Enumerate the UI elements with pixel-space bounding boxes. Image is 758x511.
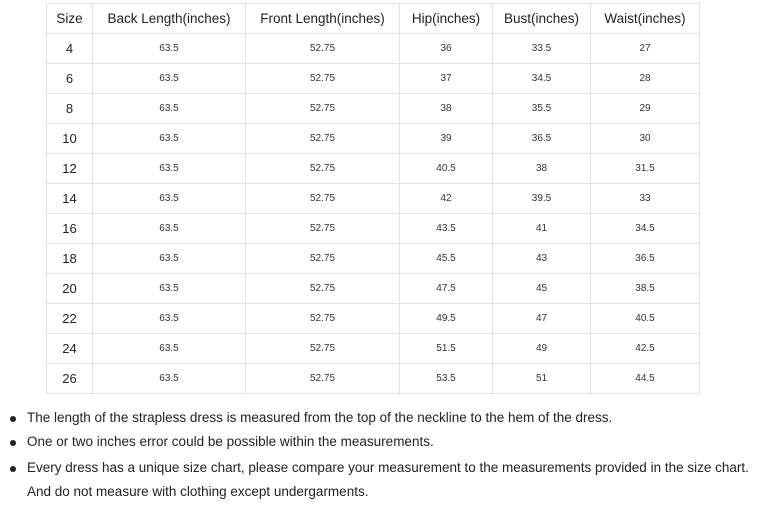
cell-back-length: 63.5 (93, 274, 246, 304)
note-item (10, 430, 755, 454)
cell-size: 16 (47, 214, 93, 244)
cell-back-length: 63.5 (93, 334, 246, 364)
cell-hip: 36 (400, 34, 493, 64)
table-row (47, 364, 700, 394)
cell-hip: 51.5 (400, 334, 493, 364)
table-row (47, 64, 700, 94)
cell-bust: 38 (493, 154, 591, 184)
table-row (47, 334, 700, 364)
cell-bust: 35.5 (493, 94, 591, 124)
cell-back-length: 63.5 (93, 184, 246, 214)
header-size: Size (47, 4, 93, 34)
cell-back-length: 63.5 (93, 34, 246, 64)
note-item (10, 406, 755, 430)
header-waist: Waist(inches) (591, 4, 700, 34)
table-row (47, 94, 700, 124)
cell-waist: 27 (591, 34, 700, 64)
bullet-icon (10, 416, 16, 422)
cell-hip: 47.5 (400, 274, 493, 304)
cell-size: 14 (47, 184, 93, 214)
cell-bust: 45 (493, 274, 591, 304)
cell-hip: 49.5 (400, 304, 493, 334)
cell-waist: 33 (591, 184, 700, 214)
cell-size: 18 (47, 244, 93, 274)
cell-hip: 38 (400, 94, 493, 124)
header-hip: Hip(inches) (400, 4, 493, 34)
cell-size: 12 (47, 154, 93, 184)
cell-waist: 38.5 (591, 274, 700, 304)
cell-back-length: 63.5 (93, 64, 246, 94)
cell-front-length: 52.75 (246, 94, 400, 124)
cell-size: 22 (47, 304, 93, 334)
cell-hip: 37 (400, 64, 493, 94)
table-row (47, 244, 700, 274)
cell-front-length: 52.75 (246, 214, 400, 244)
cell-waist: 30 (591, 124, 700, 154)
cell-bust: 41 (493, 214, 591, 244)
cell-bust: 34.5 (493, 64, 591, 94)
cell-front-length: 52.75 (246, 274, 400, 304)
cell-front-length: 52.75 (246, 334, 400, 364)
table-row (47, 214, 700, 244)
note-text: The length of the strapless dress is measured from the top of the neckline to the hem of the dress. (27, 410, 613, 425)
table-header-row (47, 4, 700, 34)
bullet-icon (10, 440, 16, 446)
cell-size: 20 (47, 274, 93, 304)
cell-bust: 33.5 (493, 34, 591, 64)
cell-bust: 36.5 (493, 124, 591, 154)
cell-waist: 36.5 (591, 244, 700, 274)
cell-bust: 49 (493, 334, 591, 364)
note-item (10, 456, 755, 504)
cell-waist: 31.5 (591, 154, 700, 184)
cell-size: 10 (47, 124, 93, 154)
cell-back-length: 63.5 (93, 364, 246, 394)
cell-back-length: 63.5 (93, 154, 246, 184)
cell-bust: 51 (493, 364, 591, 394)
cell-size: 6 (47, 64, 93, 94)
cell-size: 8 (47, 94, 93, 124)
cell-bust: 43 (493, 244, 591, 274)
cell-front-length: 52.75 (246, 34, 400, 64)
cell-front-length: 52.75 (246, 154, 400, 184)
cell-back-length: 63.5 (93, 94, 246, 124)
cell-size: 24 (47, 334, 93, 364)
table-row (47, 274, 700, 304)
measurement-notes (10, 406, 755, 504)
cell-waist: 42.5 (591, 334, 700, 364)
cell-hip: 40.5 (400, 154, 493, 184)
cell-front-length: 52.75 (246, 184, 400, 214)
size-chart-table (46, 3, 700, 394)
cell-hip: 39 (400, 124, 493, 154)
cell-waist: 29 (591, 94, 700, 124)
cell-hip: 45.5 (400, 244, 493, 274)
note-text: One or two inches error could be possible within the measurements. (27, 434, 434, 449)
cell-waist: 34.5 (591, 214, 700, 244)
cell-front-length: 52.75 (246, 64, 400, 94)
table-row (47, 34, 700, 64)
table-row (47, 184, 700, 214)
cell-back-length: 63.5 (93, 304, 246, 334)
table-row (47, 304, 700, 334)
cell-hip: 42 (400, 184, 493, 214)
header-front-length: Front Length(inches) (246, 4, 400, 34)
header-bust: Bust(inches) (493, 4, 591, 34)
cell-bust: 47 (493, 304, 591, 334)
cell-waist: 28 (591, 64, 700, 94)
cell-front-length: 52.75 (246, 244, 400, 274)
cell-hip: 53.5 (400, 364, 493, 394)
bullet-icon (10, 466, 16, 472)
cell-waist: 44.5 (591, 364, 700, 394)
table-row (47, 154, 700, 184)
note-text: Every dress has a unique size chart, please compare your measurement to the measurements provided in the size chart. And do not measure with clothing except undergarments. (27, 460, 749, 499)
cell-back-length: 63.5 (93, 124, 246, 154)
cell-bust: 39.5 (493, 184, 591, 214)
cell-back-length: 63.5 (93, 244, 246, 274)
cell-front-length: 52.75 (246, 124, 400, 154)
cell-size: 26 (47, 364, 93, 394)
cell-size: 4 (47, 34, 93, 64)
header-back-length: Back Length(inches) (93, 4, 246, 34)
cell-waist: 40.5 (591, 304, 700, 334)
table-row (47, 124, 700, 154)
cell-hip: 43.5 (400, 214, 493, 244)
cell-back-length: 63.5 (93, 214, 246, 244)
cell-front-length: 52.75 (246, 304, 400, 334)
cell-front-length: 52.75 (246, 364, 400, 394)
